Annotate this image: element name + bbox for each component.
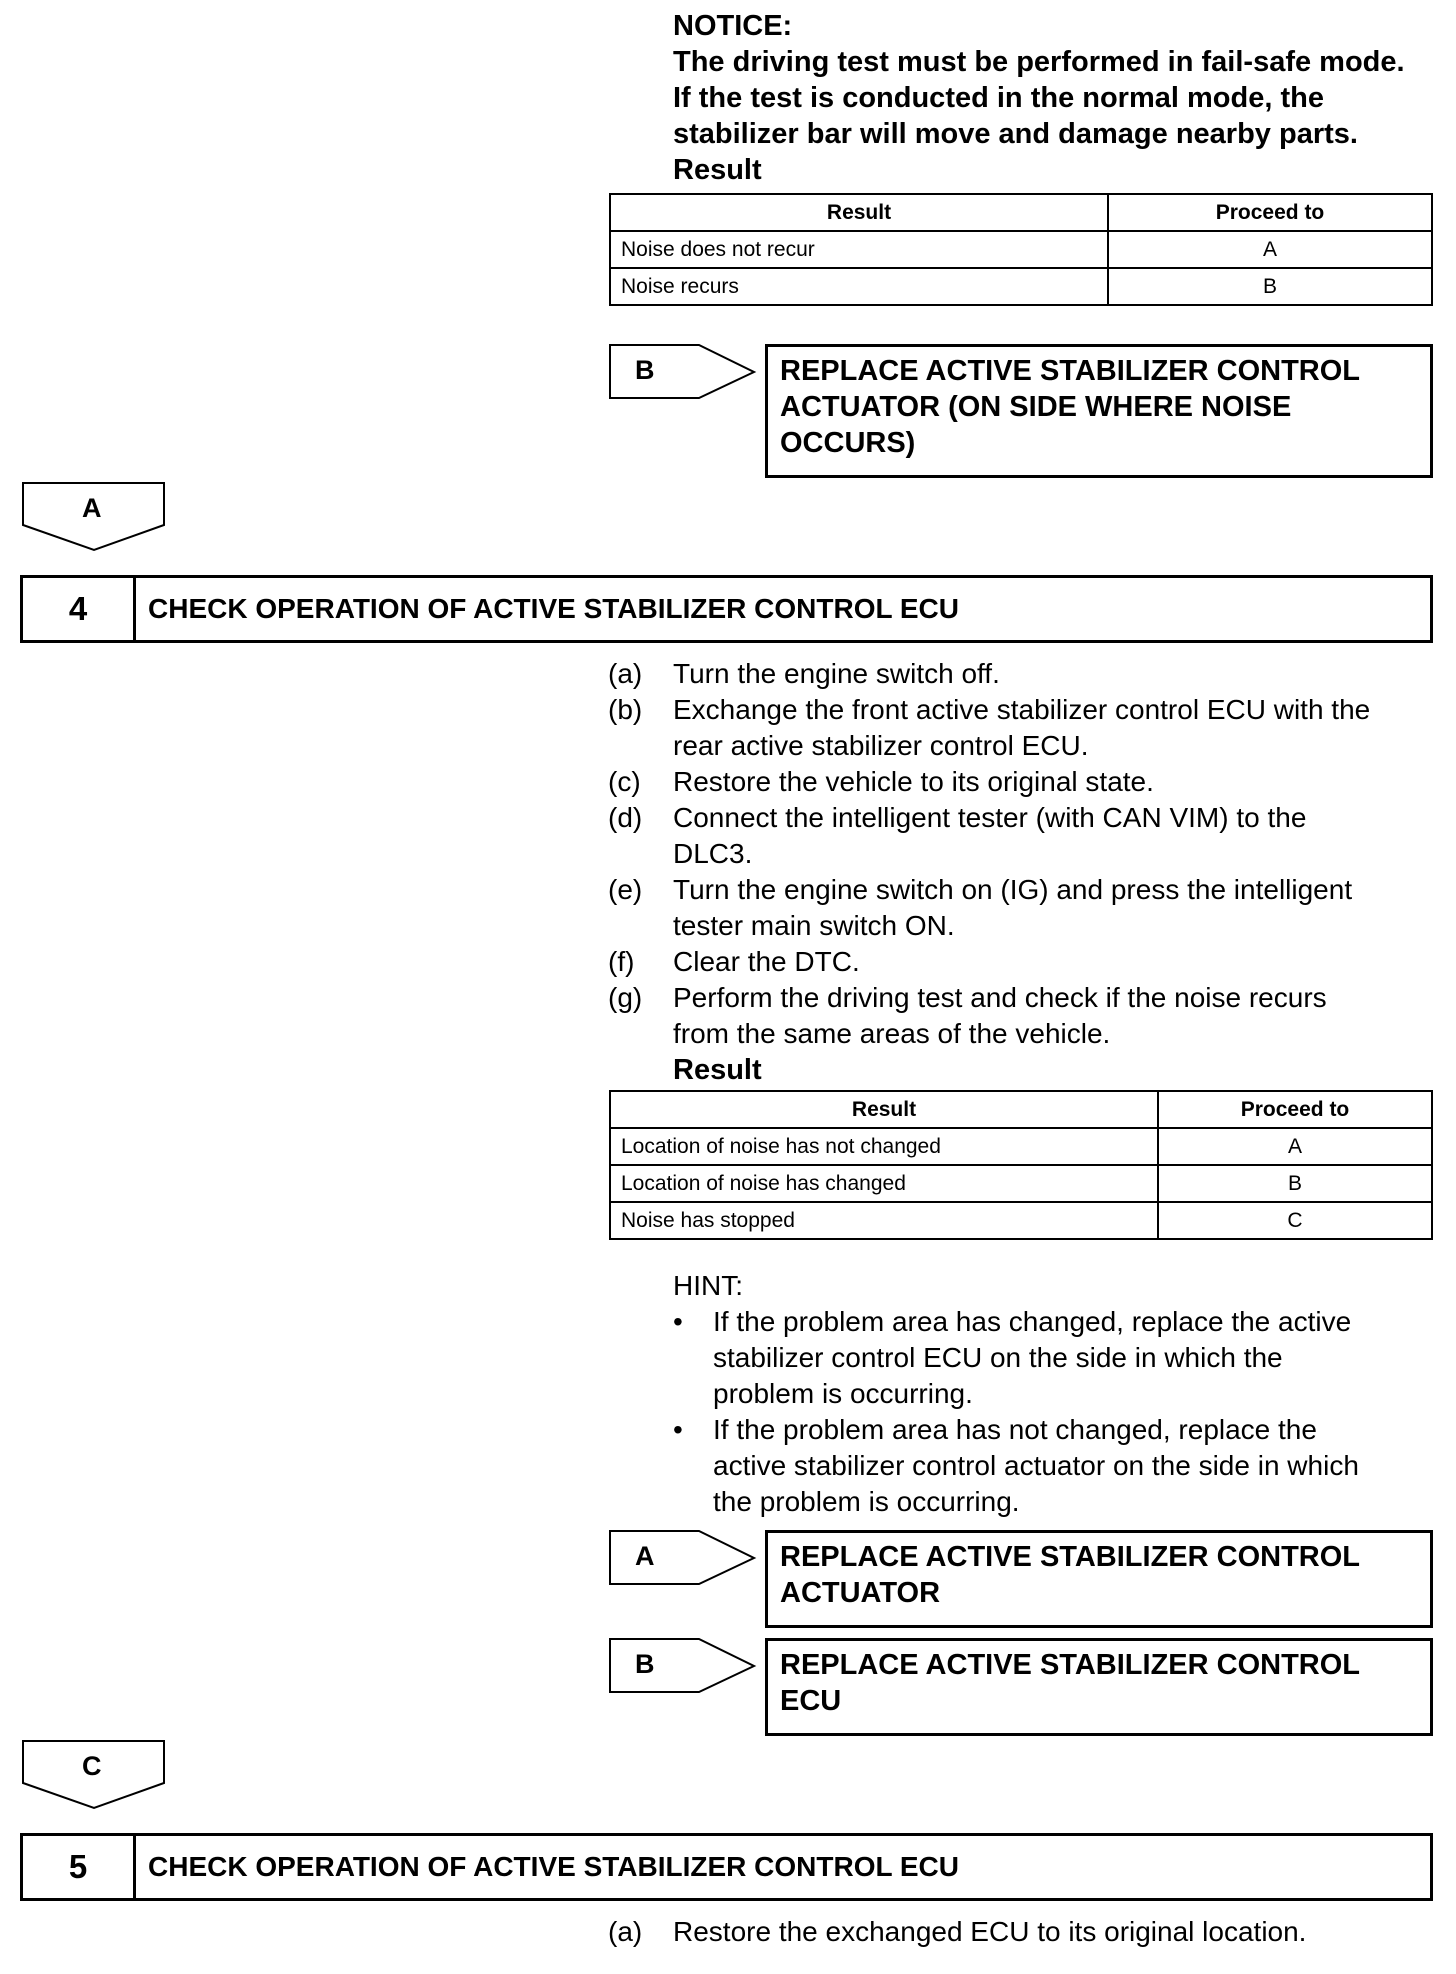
table-row xyxy=(610,268,1432,305)
hint-heading: HINT: xyxy=(673,1270,743,1301)
step-number: 4 xyxy=(23,578,136,640)
list-item xyxy=(608,692,1448,764)
list-item xyxy=(608,764,1448,800)
item-label: (c) xyxy=(608,766,641,797)
item-text: from the same areas of the vehicle. xyxy=(673,1018,1111,1049)
step-5-items xyxy=(608,1914,1448,1950)
step-4-header xyxy=(20,575,1433,643)
item-label: (g) xyxy=(608,982,643,1013)
result-table-1 xyxy=(609,193,1433,306)
item-label: (e) xyxy=(608,874,643,905)
notice-line: The driving test must be performed in fail-safe mode. xyxy=(673,46,1405,78)
branch-arrow-icon xyxy=(609,344,756,400)
hint-block xyxy=(673,1268,1443,1520)
table-header-row xyxy=(610,1091,1432,1128)
notice-heading: NOTICE: xyxy=(673,10,793,42)
table-header-row xyxy=(610,194,1432,231)
item-text: Clear the DTC. xyxy=(673,946,860,977)
table-header: Proceed to xyxy=(1108,194,1432,231)
table-header: Result xyxy=(610,1091,1158,1128)
bullet-icon: • xyxy=(673,1306,683,1337)
action-box-replace-ecu xyxy=(765,1638,1433,1736)
action-line: REPLACE ACTIVE STABILIZER CONTROL xyxy=(780,355,1360,387)
action-line: REPLACE ACTIVE STABILIZER CONTROL xyxy=(780,1541,1360,1573)
item-text: Turn the engine switch on (IG) and press the intelligent xyxy=(673,874,1353,905)
table-cell: Location of noise has changed xyxy=(610,1165,1158,1202)
item-label: (f) xyxy=(608,946,635,977)
table-cell: C xyxy=(1158,1202,1432,1239)
step-number: 5 xyxy=(23,1836,136,1898)
item-text: Restore the vehicle to its original state. xyxy=(673,766,1154,797)
list-item xyxy=(608,944,1448,980)
step-title: CHECK OPERATION OF ACTIVE STABILIZER CONTROL ECU xyxy=(148,593,959,624)
table-cell: Location of noise has not changed xyxy=(610,1128,1158,1165)
hint-text: If the problem area has not changed, replace the xyxy=(713,1414,1317,1445)
table-cell: A xyxy=(1108,231,1432,268)
table-header: Proceed to xyxy=(1158,1091,1432,1128)
table-row xyxy=(610,1165,1432,1202)
item-text: Exchange the front active stabilizer control ECU with the xyxy=(673,694,1371,725)
step-4-items xyxy=(608,656,1448,1088)
branch-tag-label: B xyxy=(635,1649,655,1679)
hint-text: active stabilizer control actuator on the side in which xyxy=(713,1450,1359,1481)
action-line: ECU xyxy=(780,1685,842,1717)
item-label: (d) xyxy=(608,802,643,833)
table-cell: Noise recurs xyxy=(610,268,1108,305)
branch-tag-b[interactable] xyxy=(609,344,756,398)
flow-marker-label: C xyxy=(82,1751,102,1781)
action-line: REPLACE ACTIVE STABILIZER CONTROL xyxy=(780,1649,1360,1681)
flow-marker-label: A xyxy=(82,493,102,523)
bullet-icon: • xyxy=(673,1414,683,1445)
flow-marker-c[interactable] xyxy=(22,1740,166,1810)
step-5-header xyxy=(20,1833,1433,1901)
hint-text: the problem is occurring. xyxy=(713,1486,1020,1517)
item-text: Turn the engine switch off. xyxy=(673,658,1000,689)
list-item xyxy=(608,980,1448,1088)
branch-tag-label: B xyxy=(635,355,655,385)
table-cell: Noise does not recur xyxy=(610,231,1108,268)
item-text: Perform the driving test and check if the noise recurs xyxy=(673,982,1327,1013)
item-text: Connect the intelligent tester (with CAN VIM) to the xyxy=(673,802,1307,833)
table-row xyxy=(610,1202,1432,1239)
item-text: Restore the exchanged ECU to its original location. xyxy=(673,1916,1307,1947)
item-label: (a) xyxy=(608,658,643,689)
branch-tag-a[interactable] xyxy=(609,1530,756,1584)
item-label: (a) xyxy=(608,1916,643,1947)
table-cell: A xyxy=(1158,1128,1432,1165)
hint-text: problem is occurring. xyxy=(713,1378,973,1409)
notice-line: stabilizer bar will move and damage nearby parts. xyxy=(673,118,1358,150)
list-item xyxy=(608,872,1448,944)
action-line: ACTUATOR xyxy=(780,1577,941,1609)
branch-tag-label: A xyxy=(635,1541,655,1571)
list-item xyxy=(608,656,1448,692)
hint-text: stabilizer control ECU on the side in which the xyxy=(713,1342,1283,1373)
table-cell: B xyxy=(1108,268,1432,305)
step-title: CHECK OPERATION OF ACTIVE STABILIZER CONTROL ECU xyxy=(148,1851,959,1882)
item-label: (b) xyxy=(608,694,643,725)
branch-tag-b[interactable] xyxy=(609,1638,756,1692)
hint-bullet xyxy=(673,1412,1443,1520)
action-line: OCCURS) xyxy=(780,427,916,459)
table-header: Result xyxy=(610,194,1108,231)
table-row xyxy=(610,231,1432,268)
table-cell: Noise has stopped xyxy=(610,1202,1158,1239)
hint-bullet xyxy=(673,1304,1443,1412)
result-table-2 xyxy=(609,1090,1433,1240)
table-row xyxy=(610,1128,1432,1165)
item-text: rear active stabilizer control ECU. xyxy=(673,730,1089,761)
result-label: Result xyxy=(673,154,762,186)
item-text: tester main switch ON. xyxy=(673,910,955,941)
list-item xyxy=(608,800,1448,872)
branch-arrow-icon xyxy=(609,1530,756,1586)
notice-block xyxy=(673,8,1443,188)
item-text: DLC3. xyxy=(673,838,753,869)
action-box-replace-actuator xyxy=(765,344,1433,478)
branch-arrow-icon xyxy=(609,1638,756,1694)
list-item xyxy=(608,1914,1448,1950)
action-line: ACTUATOR (ON SIDE WHERE NOISE xyxy=(780,391,1292,423)
hint-text: If the problem area has changed, replace the active xyxy=(713,1306,1352,1337)
flow-marker-a[interactable] xyxy=(22,482,166,552)
action-box-replace-actuator xyxy=(765,1530,1433,1628)
notice-line: If the test is conducted in the normal mode, the xyxy=(673,82,1324,114)
result-label: Result xyxy=(673,1054,762,1086)
table-cell: B xyxy=(1158,1165,1432,1202)
